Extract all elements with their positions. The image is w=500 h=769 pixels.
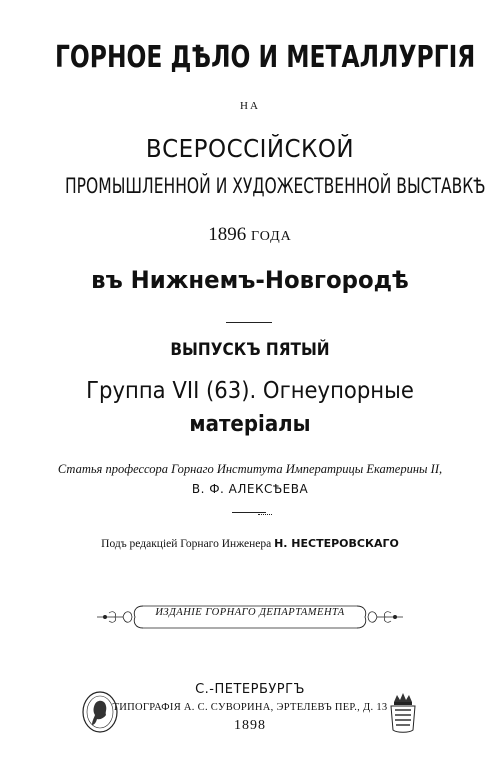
editor-prefix: Подъ редакціей Горнаго Инженера	[101, 538, 272, 550]
group-line-2: матеріалы	[189, 412, 311, 437]
page-title: ГОРНОЕ ДѢЛО И МЕТАЛЛУРГІЯ	[55, 40, 476, 75]
issue-number: ВЫПУСКЪ ПЯТЫЙ	[170, 340, 330, 360]
exhibition-year	[0, 224, 500, 246]
printer-line: ТИПОГРАФІЯ А. С. СУВОРИНА, ЭРТЕЛЕВЪ ПЕР., Д. 13	[112, 702, 388, 713]
crown-emblem-icon	[385, 690, 421, 734]
article-line: Статья профессора Горнаго Института Императрицы Екатерины II,	[57, 462, 443, 476]
author-name: В. Ф. АЛЕКСѢЕВА	[191, 482, 309, 496]
divider-rule	[226, 322, 272, 323]
exhibition-line-1: ВСЕРОССІЙСКОЙ	[145, 134, 355, 163]
year-number: 1896	[208, 224, 247, 245]
editor-name: Н. НЕСТЕРОВСКАГО	[274, 537, 399, 550]
publisher-line: ИЗДАНІЕ ГОРНАГО ДЕПАРТАМЕНТА	[155, 607, 345, 618]
imprint-year: 1898	[234, 718, 266, 733]
portrait-medallion-icon	[80, 690, 120, 734]
year-word: ГОДА	[250, 229, 292, 244]
exhibition-city: въ Нижнемъ-Новгородѣ	[91, 266, 409, 294]
ornamental-frame	[95, 598, 405, 638]
imprint-city: С.-ПЕТЕРБУРГЪ	[195, 682, 305, 697]
divider-rule	[232, 512, 266, 513]
divider-rule	[258, 514, 272, 515]
editor-line	[0, 537, 500, 550]
group-line-1: Группа VII (63). Огнеупорные	[86, 378, 414, 404]
preposition: НА	[240, 100, 260, 112]
exhibition-line-2: ПРОМЫШЛЕННОЙ И ХУДОЖЕСТВЕННОЙ ВЫСТАВКѢ	[65, 174, 486, 198]
